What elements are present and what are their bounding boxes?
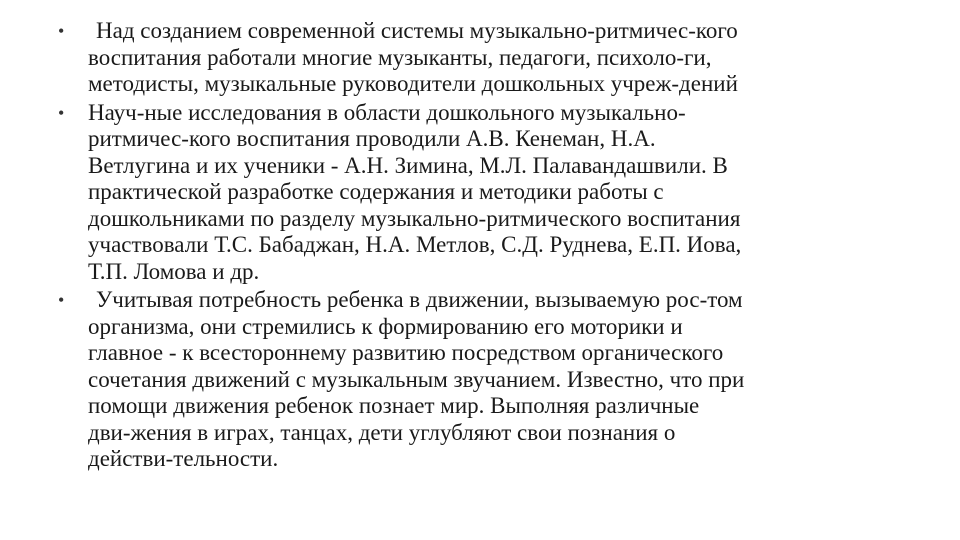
text-line: помощи движения ребенок познает мир. Выполняя различные: [88, 393, 700, 418]
text-line: практической разработке содержания и методики работы с: [88, 179, 664, 204]
text-line: дошкольниками по разделу музыкально-ритмического воспитания: [88, 205, 741, 231]
text-line: сочетания движений с музыкальным звучанием. Известно, что при: [88, 366, 745, 392]
bullet-icon: •: [58, 21, 65, 41]
bullet-icon: •: [58, 102, 65, 123]
text-line: Над созданием современной системы музыкально-ритмичес-кого: [96, 18, 738, 43]
bullet-item-1: [58, 18, 908, 98]
text-line: Науч-ные исследования в области дошкольного музыкально-: [88, 99, 686, 125]
text-line: Т.П. Ломова и др.: [88, 258, 260, 284]
text-line: воспитания работали многие музыканты, педагоги, психоло-ги,: [88, 44, 712, 70]
text-line: ритмичес-кого воспитания проводили А.В. Кенеман, Н.А.: [88, 126, 656, 151]
text-line: дви-жения в играх, танцах, дети углубляют свои познания о: [88, 419, 676, 445]
text-line: главное - к всестороннему развитию посредством органического: [88, 340, 724, 365]
bullet-item-2: [58, 100, 908, 286]
bullet-list: [58, 18, 908, 475]
text-line: Учитывая потребность ребенка в движении, вызываемую рос-том: [96, 287, 743, 312]
bullet-icon: •: [58, 290, 65, 310]
text-line: методисты, музыкальные руководители дошкольных учреж-дений: [88, 71, 738, 96]
text-line: действи-тельности.: [88, 446, 279, 471]
text-line: Ветлугина и их ученики - А.Н. Зимина, М.Л. Палавандашвили. В: [88, 152, 728, 178]
bullet-item-3: [58, 287, 908, 473]
text-line: организма, они стремились к формированию его моторики и: [88, 313, 683, 339]
text-line: участвовали Т.С. Бабаджан, Н.А. Метлов, С.Д. Руднева, Е.П. Иова,: [88, 232, 742, 257]
